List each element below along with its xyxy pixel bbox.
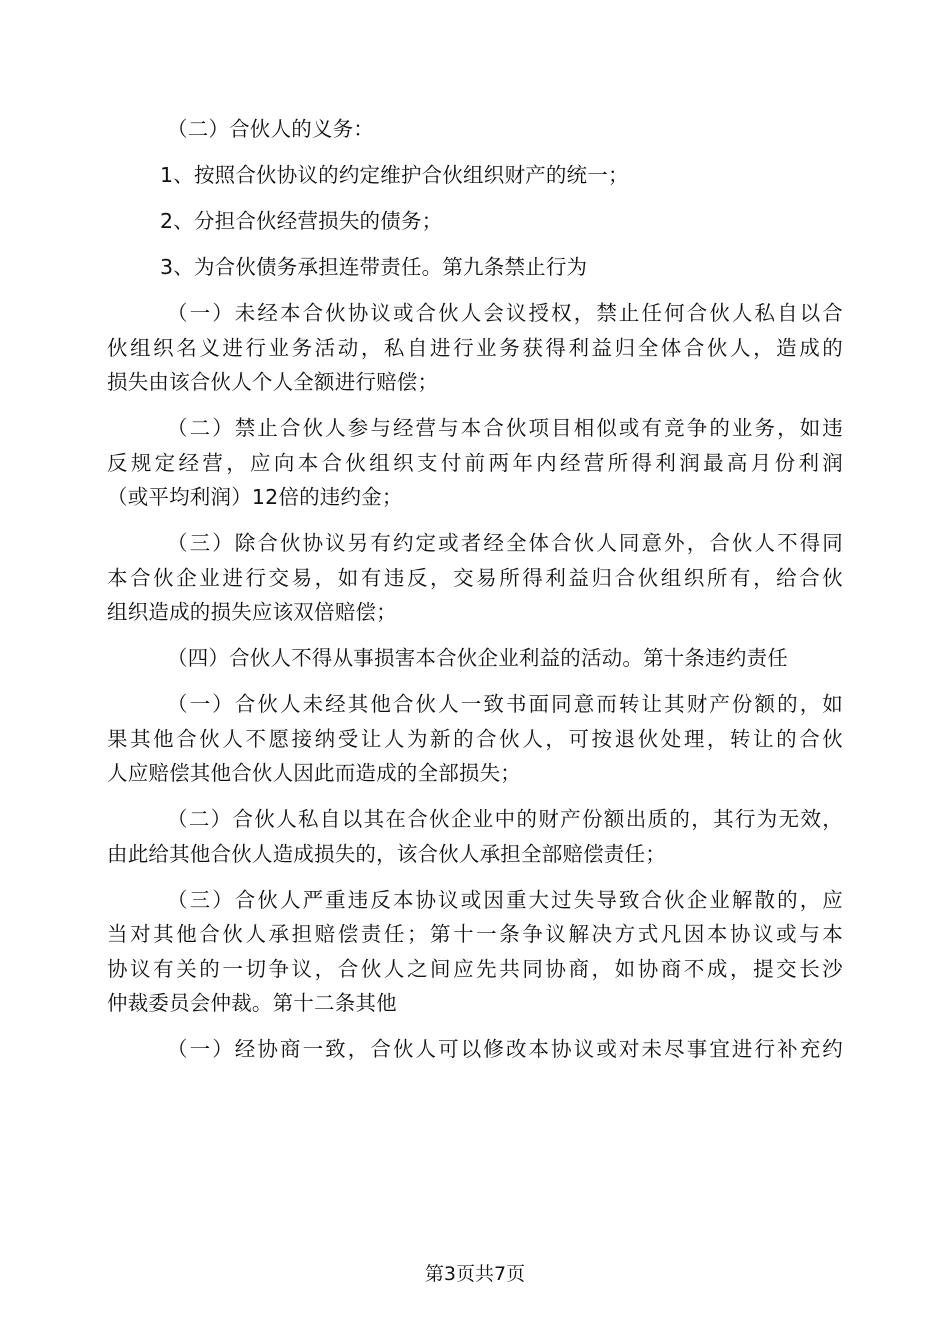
paragraph-line: 仲裁委员会仲裁。第十二条其他 (107, 991, 397, 1015)
paragraph-line: （三）合伙人严重违反本协议或因重大过失导致合伙企业解散的，应 (167, 887, 843, 912)
paragraph-line: （一）经协商一致，合伙人可以修改本协议或对未尽事宜进行补充约 (167, 1037, 843, 1061)
paragraph-line: 果其他合伙人不愿接纳受让人为新的合伙人，可按退伙处理，转让的合伙 (107, 726, 843, 751)
paragraph-line: 损失由该合伙人个人全额进行赔偿； (107, 370, 439, 394)
paragraph-line: 协议有关的一切争议，合伙人之间应先共同协商，如协商不成，提交长沙 (107, 956, 843, 981)
paragraph-line: 组织造成的损失应该双倍赔偿； (107, 600, 397, 624)
paragraph-line: 反规定经营，应向本合伙组织支付前两年内经营所得利润最高月份利润 (107, 450, 843, 475)
paragraph-line: 伙组织名义进行业务活动，私自进行业务获得利益归全体合伙人，造成的 (107, 335, 843, 360)
paragraph-line: 由此给其他合伙人造成损失的，该合伙人承担全部赔偿责任； (107, 841, 666, 866)
paragraph-line: （二）合伙人私自以其在合伙企业中的财产份额出质的，其行为无效， (167, 807, 843, 831)
paragraph-line: 当对其他合伙人承担赔偿责任；第十一条争议解决方式凡因本协议或与本 (107, 922, 843, 946)
paragraph-line: （二）禁止合伙人参与经营与本合伙项目相似或有竞争的业务，如违 (167, 416, 843, 440)
list-item: 2、分担合伙经营损失的债务； (160, 209, 443, 233)
paragraph-line: 人应赔偿其他合伙人因此而造成的全部损失； (107, 761, 521, 785)
page-number: 第3页共7页 (424, 1263, 526, 1285)
paragraph-line: （一）合伙人未经其他合伙人一致书面同意而转让其财产份额的，如 (167, 692, 843, 716)
paragraph-heading: （二）合伙人的义务： (167, 117, 374, 141)
list-item: 3、为合伙债务承担连带责任。第九条禁止行为 (160, 255, 588, 279)
paragraph-line: （四）合伙人不得从事损害本合伙企业利益的活动。第十条违约责任 (167, 646, 788, 670)
paragraph-line: （或平均利润）12倍的违约金； (107, 485, 403, 509)
paragraph-line: 本合伙企业进行交易，如有违反，交易所得利益归合伙组织所有，给合伙 (107, 565, 843, 590)
list-item: 1、按照合伙协议的约定维护合伙组织财产的统一； (160, 163, 629, 187)
document-body (107, 112, 843, 1067)
paragraph-line: （三）除合伙协议另有约定或者经全体合伙人同意外，合伙人不得同 (167, 531, 843, 555)
paragraph-line: （一）未经本合伙协议或合伙人会议授权，禁止任何合伙人私自以合 (167, 301, 843, 325)
